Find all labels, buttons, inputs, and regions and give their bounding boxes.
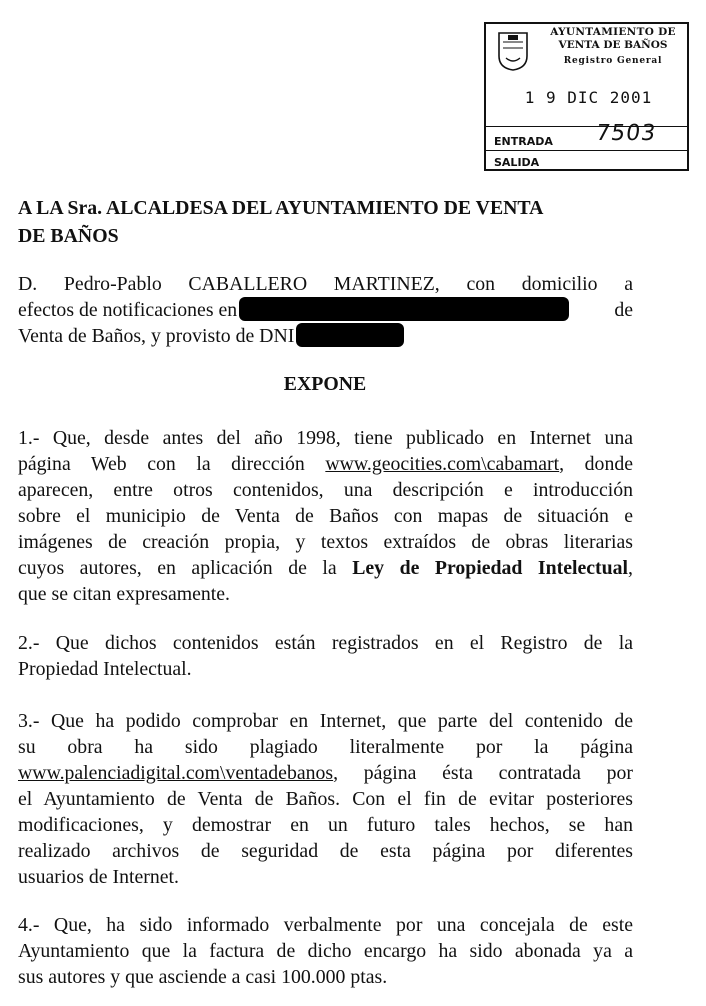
p3-line-3 [18,760,633,786]
p1-line-6-end: , [628,557,633,579]
law-name: Ley de Propiedad Intelectual [352,557,629,579]
stamp-salida-row [486,150,687,172]
registry-stamp [484,22,689,171]
heading-line-2: DE BAÑOS [18,225,119,247]
p4-line-2: Ayuntamiento que la factura de dicho encargo ha sido abonada ya a [18,940,633,962]
paragraph-3 [18,708,633,890]
p2-line-1: 2.- Que dichos contenidos están registrados en el Registro de la [18,632,633,654]
p1-line-1: 1.- Que, desde antes del año 1998, tiene publicado en Internet una [18,427,633,449]
p1-line-4: sobre el municipio de Venta de Baños con mapas de situación e [18,505,633,527]
intro-line-1: D. Pedro-Pablo CABALLERO MARTINEZ, con domicilio a [18,273,633,295]
p4-line-3: sus autores y que asciende a casi 100.000 ptas. [18,966,388,988]
p3-line-6: realizado archivos de seguridad de esta página por diferentes [18,840,633,862]
p3-line-4: el Ayuntamiento de Venta de Baños. Con el fin de evitar posteriores [18,788,633,810]
stamp-org-line2: VENTA DE BAÑOS [558,39,668,51]
p3-line-5: modificaciones, y demostrar en un futuro tales hechos, se han [18,814,633,836]
municipal-seal-icon [496,30,530,72]
p1-line-5: imágenes de creación propia, y textos extraídos de obras literarias [18,531,633,553]
salida-label: SALIDA [494,156,540,169]
p3-line-7: usuarios de Internet. [18,866,179,888]
palenciadigital-link[interactable]: www.palenciadigital.com\ventadebanos [18,762,334,784]
stamp-org-line1: AYUNTAMIENTO DE [550,26,676,38]
p3-line-2: su obra ha sido plagiado literalmente por la página [18,736,633,758]
stamp-org-line3: Registro General [563,56,663,66]
section-title: EXPONE [283,373,367,395]
p2-line-2: Propiedad Intelectual. [18,658,192,680]
intro-line-2-end: de [614,299,633,321]
p1-line-3: aparecen, entre otros contenidos, una descripción e introducción [18,479,633,501]
entrada-label: ENTRADA [494,135,553,148]
heading-line-1: A LA Sra. ALCALDESA DEL AYUNTAMIENTO DE VENTA [18,197,544,219]
intro-line-3-start: Venta de Baños, y provisto de DNI [18,325,295,347]
redacted-dni [296,323,404,347]
paragraph-2 [18,630,633,682]
paragraph-4 [18,912,633,990]
p4-line-1: 4.- Que, ha sido informado verbalmente por una concejala de este [18,914,633,936]
p1-line-6 [18,555,633,581]
paragraph-1 [18,425,633,607]
p1-line-6-start: cuyos autores, en aplicación de la [18,557,337,579]
p3-line-3-end: , página ésta contratada por [333,762,633,784]
intro-paragraph [18,271,633,349]
redacted-address [239,297,569,321]
p1-line-2-end: , donde [559,453,633,475]
geocities-link[interactable]: www.geocities.com\cabamart [325,453,560,475]
p3-line-1: 3.- Que ha podido comprobar en Internet, que parte del contenido de [18,710,633,732]
intro-line-2-start: efectos de notificaciones en [18,299,238,321]
p1-line-2-start: página Web con la dirección [18,453,305,475]
intro-line-2 [18,297,633,323]
p1-line-7: que se citan expresamente. [18,583,231,605]
addressee-heading [18,194,668,250]
p1-line-2 [18,451,633,477]
intro-line-3 [18,323,633,349]
stamp-date: 1 9 DIC 2001 [524,88,653,107]
entrada-number: 7503 [594,121,658,146]
stamp-entrada-row [486,121,687,151]
